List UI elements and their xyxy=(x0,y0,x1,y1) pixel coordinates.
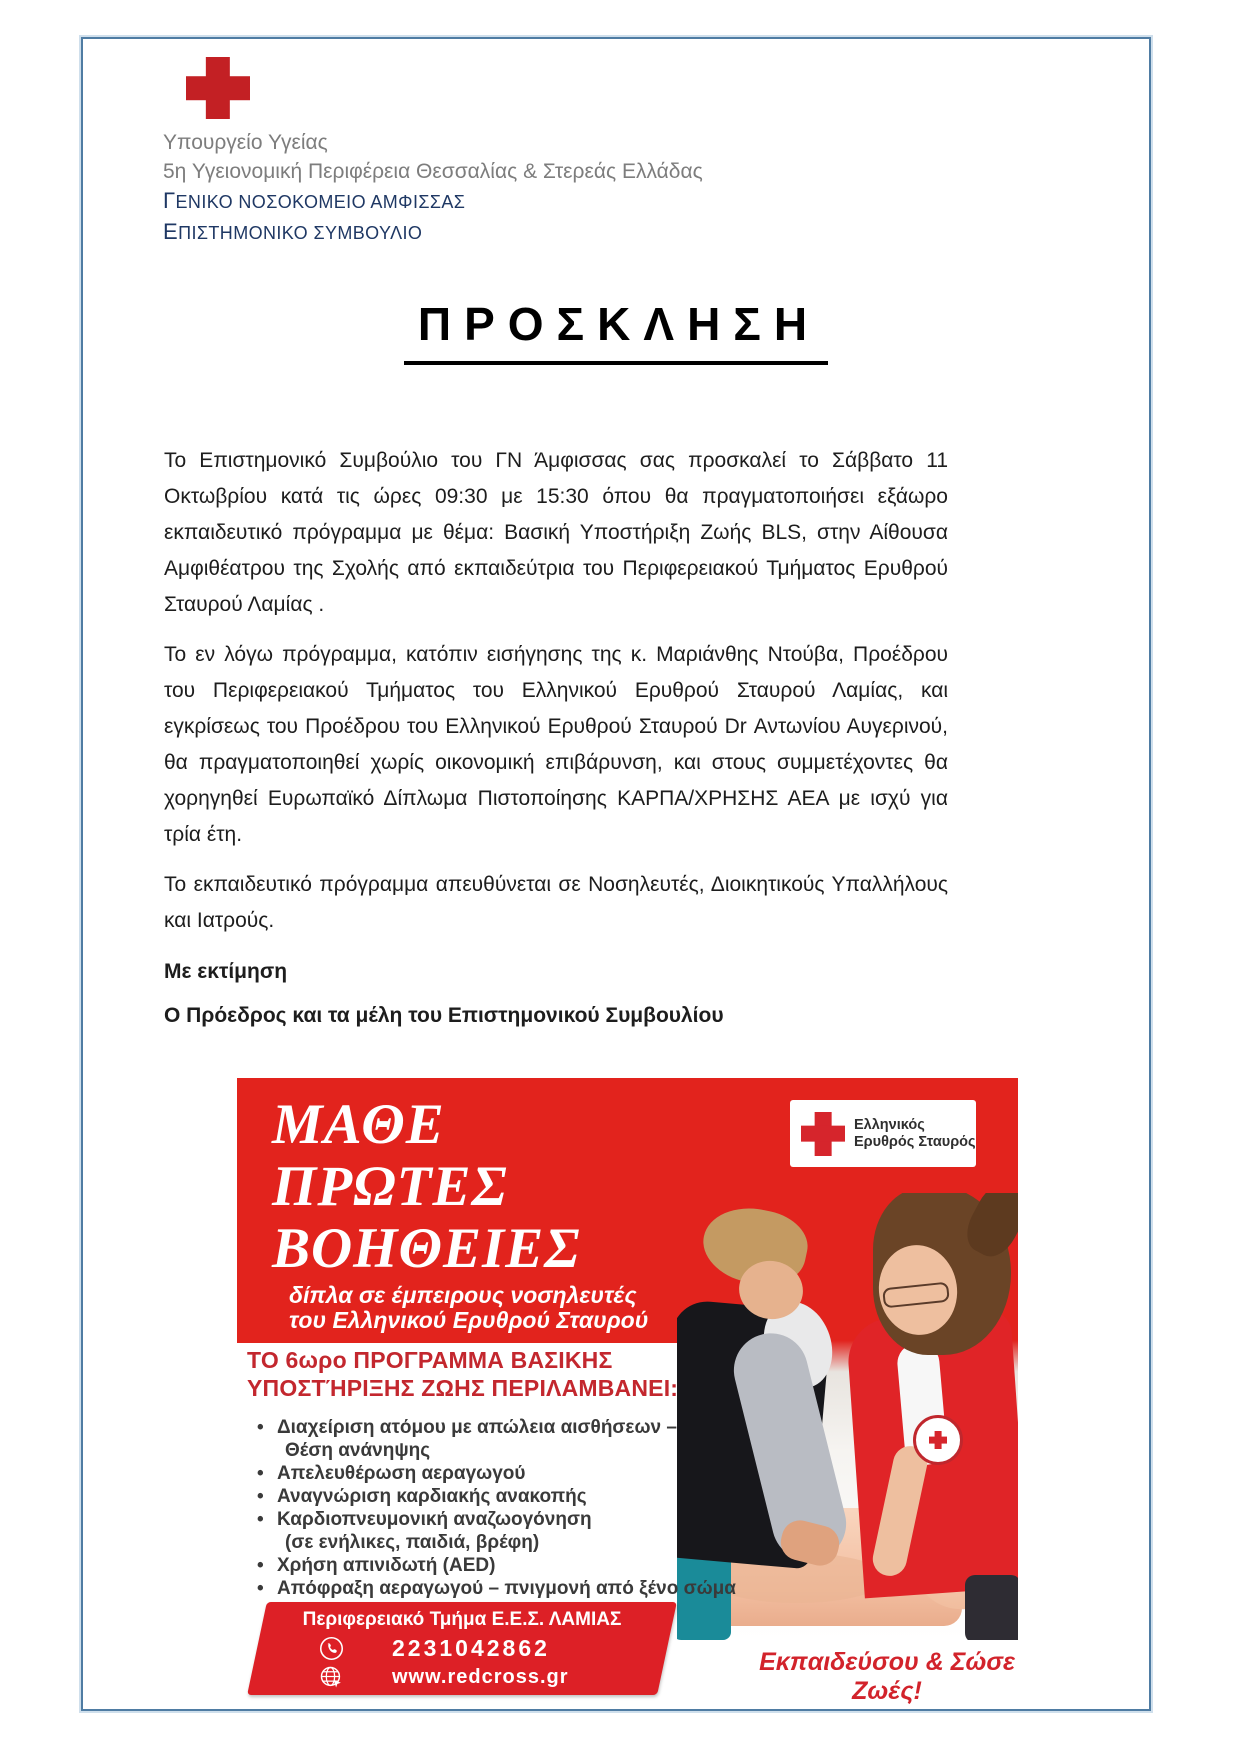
list-item xyxy=(247,1508,927,1531)
list-item xyxy=(247,1577,927,1600)
bullet-dot xyxy=(257,1416,264,1439)
title-row xyxy=(83,297,1149,365)
poster-tagline: Εκπαιδεύσου & Σώσε Ζωές! xyxy=(759,1648,1015,1705)
bullet-dot xyxy=(257,1577,264,1600)
letter-body xyxy=(164,443,948,1031)
list-item-text: Χρήση απινιδωτή (AED) xyxy=(277,1555,496,1576)
list-item-text: Απόφραξη αεραγωγού – πνιγμονή από ξένο σώμα xyxy=(277,1578,736,1599)
paragraph-3: Το εκπαιδευτικό πρόγραμμα απευθύνεται σε Νοσηλευτές, Διοικητικούς Υπαλλήλους και Ιατρούς. xyxy=(164,873,948,932)
list-item xyxy=(247,1531,927,1554)
list-item-text: Απελευθέρωση αεραγωγού xyxy=(277,1463,526,1484)
list-item-text: Αναγνώριση καρδιακής ανακοπής xyxy=(277,1486,587,1507)
paragraph-1: Το Επιστημονικό Συμβούλιο του ΓΝ Άμφισσας σας προσκαλεί το Σάββατο 11 Οκτωβρίου κατά τις ώρες 09:30 με 15:30 όπου θα πραγματοποιήσει εξάωρο εκπαιδευτικό πρόγραμμα με θέμα: Βασική Υποστήριξη Ζωής BLS, στην Αίθουσα Αμφιθέατρου της Σχολής από εκπαιδεύτρια του Περιφερειακού Τμήματος Ερυθρού Σταυρού Λαμίας . xyxy=(164,449,948,616)
document-title: ΠΡΟΣΚΛΗΣΗ xyxy=(404,297,828,365)
poster-headline xyxy=(272,1094,581,1280)
contact-phone-row xyxy=(319,1635,550,1662)
list-item xyxy=(247,1462,927,1485)
red-cross-icon xyxy=(186,57,250,119)
list-item-text: Διαχείριση ατόμου με απώλεια αισθήσεων – xyxy=(277,1417,677,1438)
list-item xyxy=(247,1554,927,1577)
badge-text xyxy=(854,1117,976,1151)
letterhead-hospital: ΓΕΝΙΚΟ ΝΟΣΟΚΟΜΕΙΟ ΑΜΦΙΣΣΑΣ xyxy=(163,188,466,213)
program-section xyxy=(247,1346,736,1600)
bullet-dot xyxy=(257,1508,264,1531)
poster-headline-line2: ΠΡΩΤΕΣ xyxy=(272,1155,508,1218)
contact-website: www.redcross.gr xyxy=(392,1666,569,1688)
program-bullet-list xyxy=(247,1416,927,1600)
closing-signature: Ο Πρόεδρος και τα μέλη του Επιστημονικού Συμβουλίου xyxy=(164,1004,724,1027)
badge-cross-icon xyxy=(801,1112,845,1156)
badge-text-line1: Ελληνικός xyxy=(854,1116,925,1133)
contact-box-content xyxy=(257,1602,667,1695)
page-border-frame xyxy=(81,37,1151,1711)
letterhead xyxy=(163,57,703,248)
bullet-dot xyxy=(257,1462,264,1485)
bullet-dot xyxy=(257,1485,264,1508)
contact-box xyxy=(247,1602,677,1695)
letterhead-council: ΕΠΙΣΤΗΜΟΝΙΚΟ ΣΥΜΒΟΥΛΙΟ xyxy=(163,219,423,244)
contact-website-row xyxy=(319,1665,569,1690)
hellenic-red-cross-logo xyxy=(790,1100,976,1167)
badge-text-line2: Ερυθρός Σταυρός xyxy=(854,1133,976,1150)
poster-headline-line1: ΜΑΘΕ xyxy=(272,1093,445,1156)
poster-subtitle xyxy=(289,1283,648,1333)
list-item xyxy=(247,1416,927,1439)
poster-subtitle-line2: του Ελληνικού Ερυθρού Σταυρού xyxy=(289,1307,649,1333)
list-item xyxy=(247,1439,927,1462)
contact-phone: 2231042862 xyxy=(392,1635,550,1661)
contact-title: Περιφερειακό Τμήμα Ε.Ε.Σ. ΛΑΜΙΑΣ xyxy=(302,1609,622,1630)
list-item xyxy=(247,1485,927,1508)
list-item-text: Θέση ανάνηψης xyxy=(285,1440,431,1461)
instructor-pants xyxy=(965,1575,1018,1640)
globe-icon xyxy=(319,1665,344,1690)
first-aid-poster xyxy=(237,1078,1018,1706)
list-item-text: (σε ενήλικες, παιδιά, βρέφη) xyxy=(285,1532,540,1553)
paragraph-2: Το εν λόγω πρόγραμμα, κατόπιν εισήγησης της κ. Μαριάνθης Ντούβα, Προέδρου του Περιφερειακού Τμήματος του Ελληνικού Ερυθρού Σταυρού Λαμίας, και εγκρίσεως του Προέδρου του Ελληνικού Ερυθρού Σταυρού Dr Αντωνίου Αυγερινού, θα πραγματοποιηθεί χωρίς οικονομική επιβάρυνση, και στους συμμετέχοντες θα χορηγηθεί Ευρωπαϊκό Δίπλωμα Πιστοποίησης ΚΑΡΠΑ/ΧΡΗΣΗΣ ΑΕΑ με ισχύ για τρία έτη. xyxy=(164,643,948,846)
emblem-cross-icon xyxy=(929,1431,947,1449)
program-heading-line1: ΤΟ 6ωρο ΠΡΟΓΡΑΜΜΑ ΒΑΣΙΚΗΣ xyxy=(247,1347,613,1373)
letterhead-region: 5η Υγειονομική Περιφέρεια Θεσσαλίας & Στερεάς Ελλάδας xyxy=(163,160,703,183)
letterhead-ministry: Υπουργείο Υγείας xyxy=(163,131,328,154)
list-item-text: Καρδιοπνευμονική αναζωογόνηση xyxy=(277,1509,592,1530)
phone-icon xyxy=(319,1636,344,1661)
bullet-dot xyxy=(257,1554,264,1577)
program-heading xyxy=(247,1346,707,1402)
poster-headline-line3: ΒΟΗΘΕΙΕΣ xyxy=(272,1217,581,1280)
program-heading-line2: ΥΠΟΣΤΉΡΙΞΗΣ ΖΩΗΣ ΠΕΡΙΛΑΜΒΑΝΕΙ: xyxy=(247,1375,679,1401)
poster-subtitle-line1: δίπλα σε έμπειρους νοσηλευτές xyxy=(289,1282,637,1308)
closing-regards: Με εκτίμηση xyxy=(164,960,288,983)
